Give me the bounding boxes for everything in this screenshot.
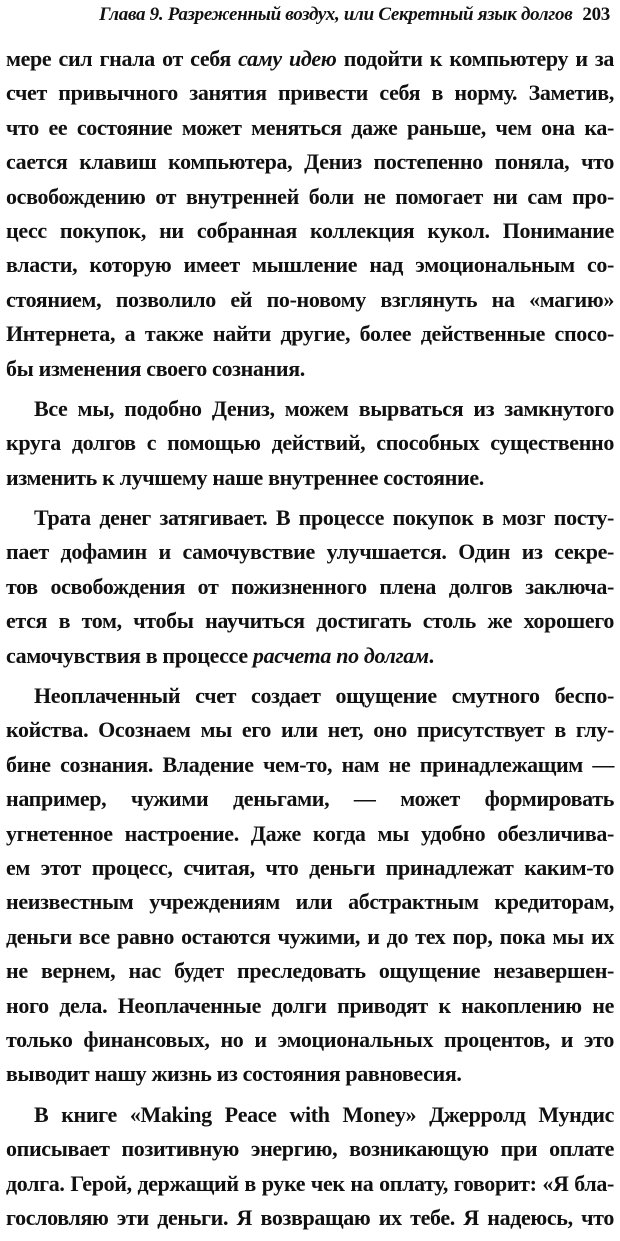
- text-run: подойти к компьютеру и за: [336, 46, 614, 71]
- text-line: [6, 145, 614, 179]
- text-line: [6, 180, 614, 214]
- text-line: [6, 989, 614, 1023]
- text-run: выводит нашу жизнь из состояния равновесия.: [6, 1061, 462, 1087]
- text-line: [6, 1023, 614, 1057]
- text-run: что ее состояние может меняться даже раньше, чем она ка-: [6, 114, 614, 140]
- text-line: [6, 461, 614, 495]
- text-line: [6, 604, 614, 638]
- text-run: гословляю эти деньги. Я возвращаю их тебе. Я надеюсь, что: [6, 1204, 614, 1230]
- text-run: .: [428, 642, 434, 668]
- text-line: [6, 885, 614, 919]
- text-run: ется в том, чтобы научиться достигать столь же хорошего: [6, 608, 614, 634]
- text-run: Неоплаченный счет создает ощущение смутного беспо-: [34, 683, 614, 709]
- text-line: [6, 570, 614, 604]
- paragraph: [6, 1098, 614, 1236]
- text-line: [6, 501, 614, 535]
- text-run: например, чужими деньгами, — может формировать: [6, 786, 614, 812]
- text-line: [6, 535, 614, 569]
- text-run: власти, которую имеет мышление над эмоциональным со-: [6, 252, 614, 278]
- paragraph: [6, 679, 614, 1092]
- text-line: [6, 1201, 614, 1235]
- text-line: [6, 782, 614, 816]
- running-head: [6, 4, 610, 30]
- text-line: [6, 426, 614, 460]
- text-run: не вернем, нас будет преследовать ощущение незавершен-: [6, 958, 614, 984]
- text-run: Все мы, подобно Дениз, можем вырваться из замкнутого: [34, 395, 614, 421]
- text-run: цесс покупок, ни собранная коллекция кукол. Понимание: [6, 217, 614, 243]
- text-run: В книге «Making Peace with Money» Джерролд Мундис: [34, 1101, 614, 1127]
- italic-run: саму идею: [238, 46, 337, 71]
- text-line: [6, 1098, 614, 1132]
- text-run: самочувствия в процессе: [6, 642, 253, 668]
- text-line: [6, 1132, 614, 1166]
- text-run: ного дела. Неоплаченные долги приводят к накоплению не: [6, 992, 614, 1018]
- text-run: круга долгов с помощью действий, способных существенно: [6, 430, 614, 456]
- text-line: [6, 639, 614, 673]
- text-run: бине сознания. Владение чем-то, нам не принадлежащим —: [6, 751, 614, 777]
- text-line: [6, 920, 614, 954]
- text-line: [6, 42, 614, 76]
- text-line: [6, 76, 614, 110]
- text-run: пает дофамин и самочувствие улучшается. Один из секре-: [6, 539, 614, 565]
- text-run: счет привычного занятия привести себя в норму. Заметив,: [6, 80, 614, 106]
- text-run: Трата денег затягивает. В процессе покупок в мозг посту-: [34, 505, 614, 531]
- text-line: [6, 1167, 614, 1201]
- text-line: [6, 392, 614, 426]
- body-text: [6, 42, 614, 1241]
- text-line: [6, 317, 614, 351]
- paragraph: [6, 42, 614, 386]
- text-run: тов освобождения от пожизненного плена долгов заключа-: [6, 573, 614, 599]
- text-run: деньги все равно остаются чужими, и до тех пор, пока мы их: [6, 923, 614, 949]
- text-run: угнетенное настроение. Даже когда мы удобно обезличива-: [6, 820, 614, 846]
- text-run: мере сил гнала от себя: [6, 46, 239, 71]
- text-line: [6, 954, 614, 988]
- text-line: [6, 111, 614, 145]
- text-line: [6, 248, 614, 282]
- text-run: долга. Герой, держащий в руке чек на оплату, говорит: «Я бла-: [6, 1170, 614, 1196]
- text-line: [6, 1057, 614, 1091]
- text-run: сается клавиш компьютера, Дениз постепенно поняла, что: [6, 149, 614, 175]
- text-line: [6, 713, 614, 747]
- paragraph: [6, 501, 614, 673]
- page-number: 203: [582, 4, 610, 25]
- text-line: [6, 851, 614, 885]
- text-run: стоянием, позволило ей по-новому взглянуть на «магию»: [6, 286, 614, 312]
- text-line: [6, 679, 614, 713]
- text-run: койства. Осознаем мы его или нет, оно присутствует в глу-: [6, 717, 614, 743]
- text-line: [6, 748, 614, 782]
- text-run: изменить к лучшему наше внутреннее состояние.: [6, 464, 484, 490]
- text-run: неизвестным учреждениям или абстрактным кредиторам,: [6, 889, 614, 915]
- chapter-title: Глава 9. Разреженный воздух, или Секретный язык долгов: [99, 4, 573, 25]
- text-run: ем этот процесс, считая, что деньги принадлежат каким-то: [6, 854, 614, 880]
- text-run: Интернета, а также найти другие, более действенные спосо-: [6, 321, 614, 347]
- text-run: только финансовых, но и эмоциональных процентов, и это: [6, 1026, 614, 1052]
- italic-run: расчета по долгам: [252, 642, 429, 668]
- text-line: [6, 214, 614, 248]
- paragraph: [6, 392, 614, 495]
- text-run: бы изменения своего сознания.: [6, 355, 305, 381]
- text-line: [6, 283, 614, 317]
- text-run: описывает позитивную энергию, возникающую при оплате: [6, 1136, 614, 1162]
- text-line: [6, 817, 614, 851]
- text-line: [6, 352, 614, 386]
- text-run: освобождению от внутренней боли не помогает ни сам про-: [6, 183, 614, 209]
